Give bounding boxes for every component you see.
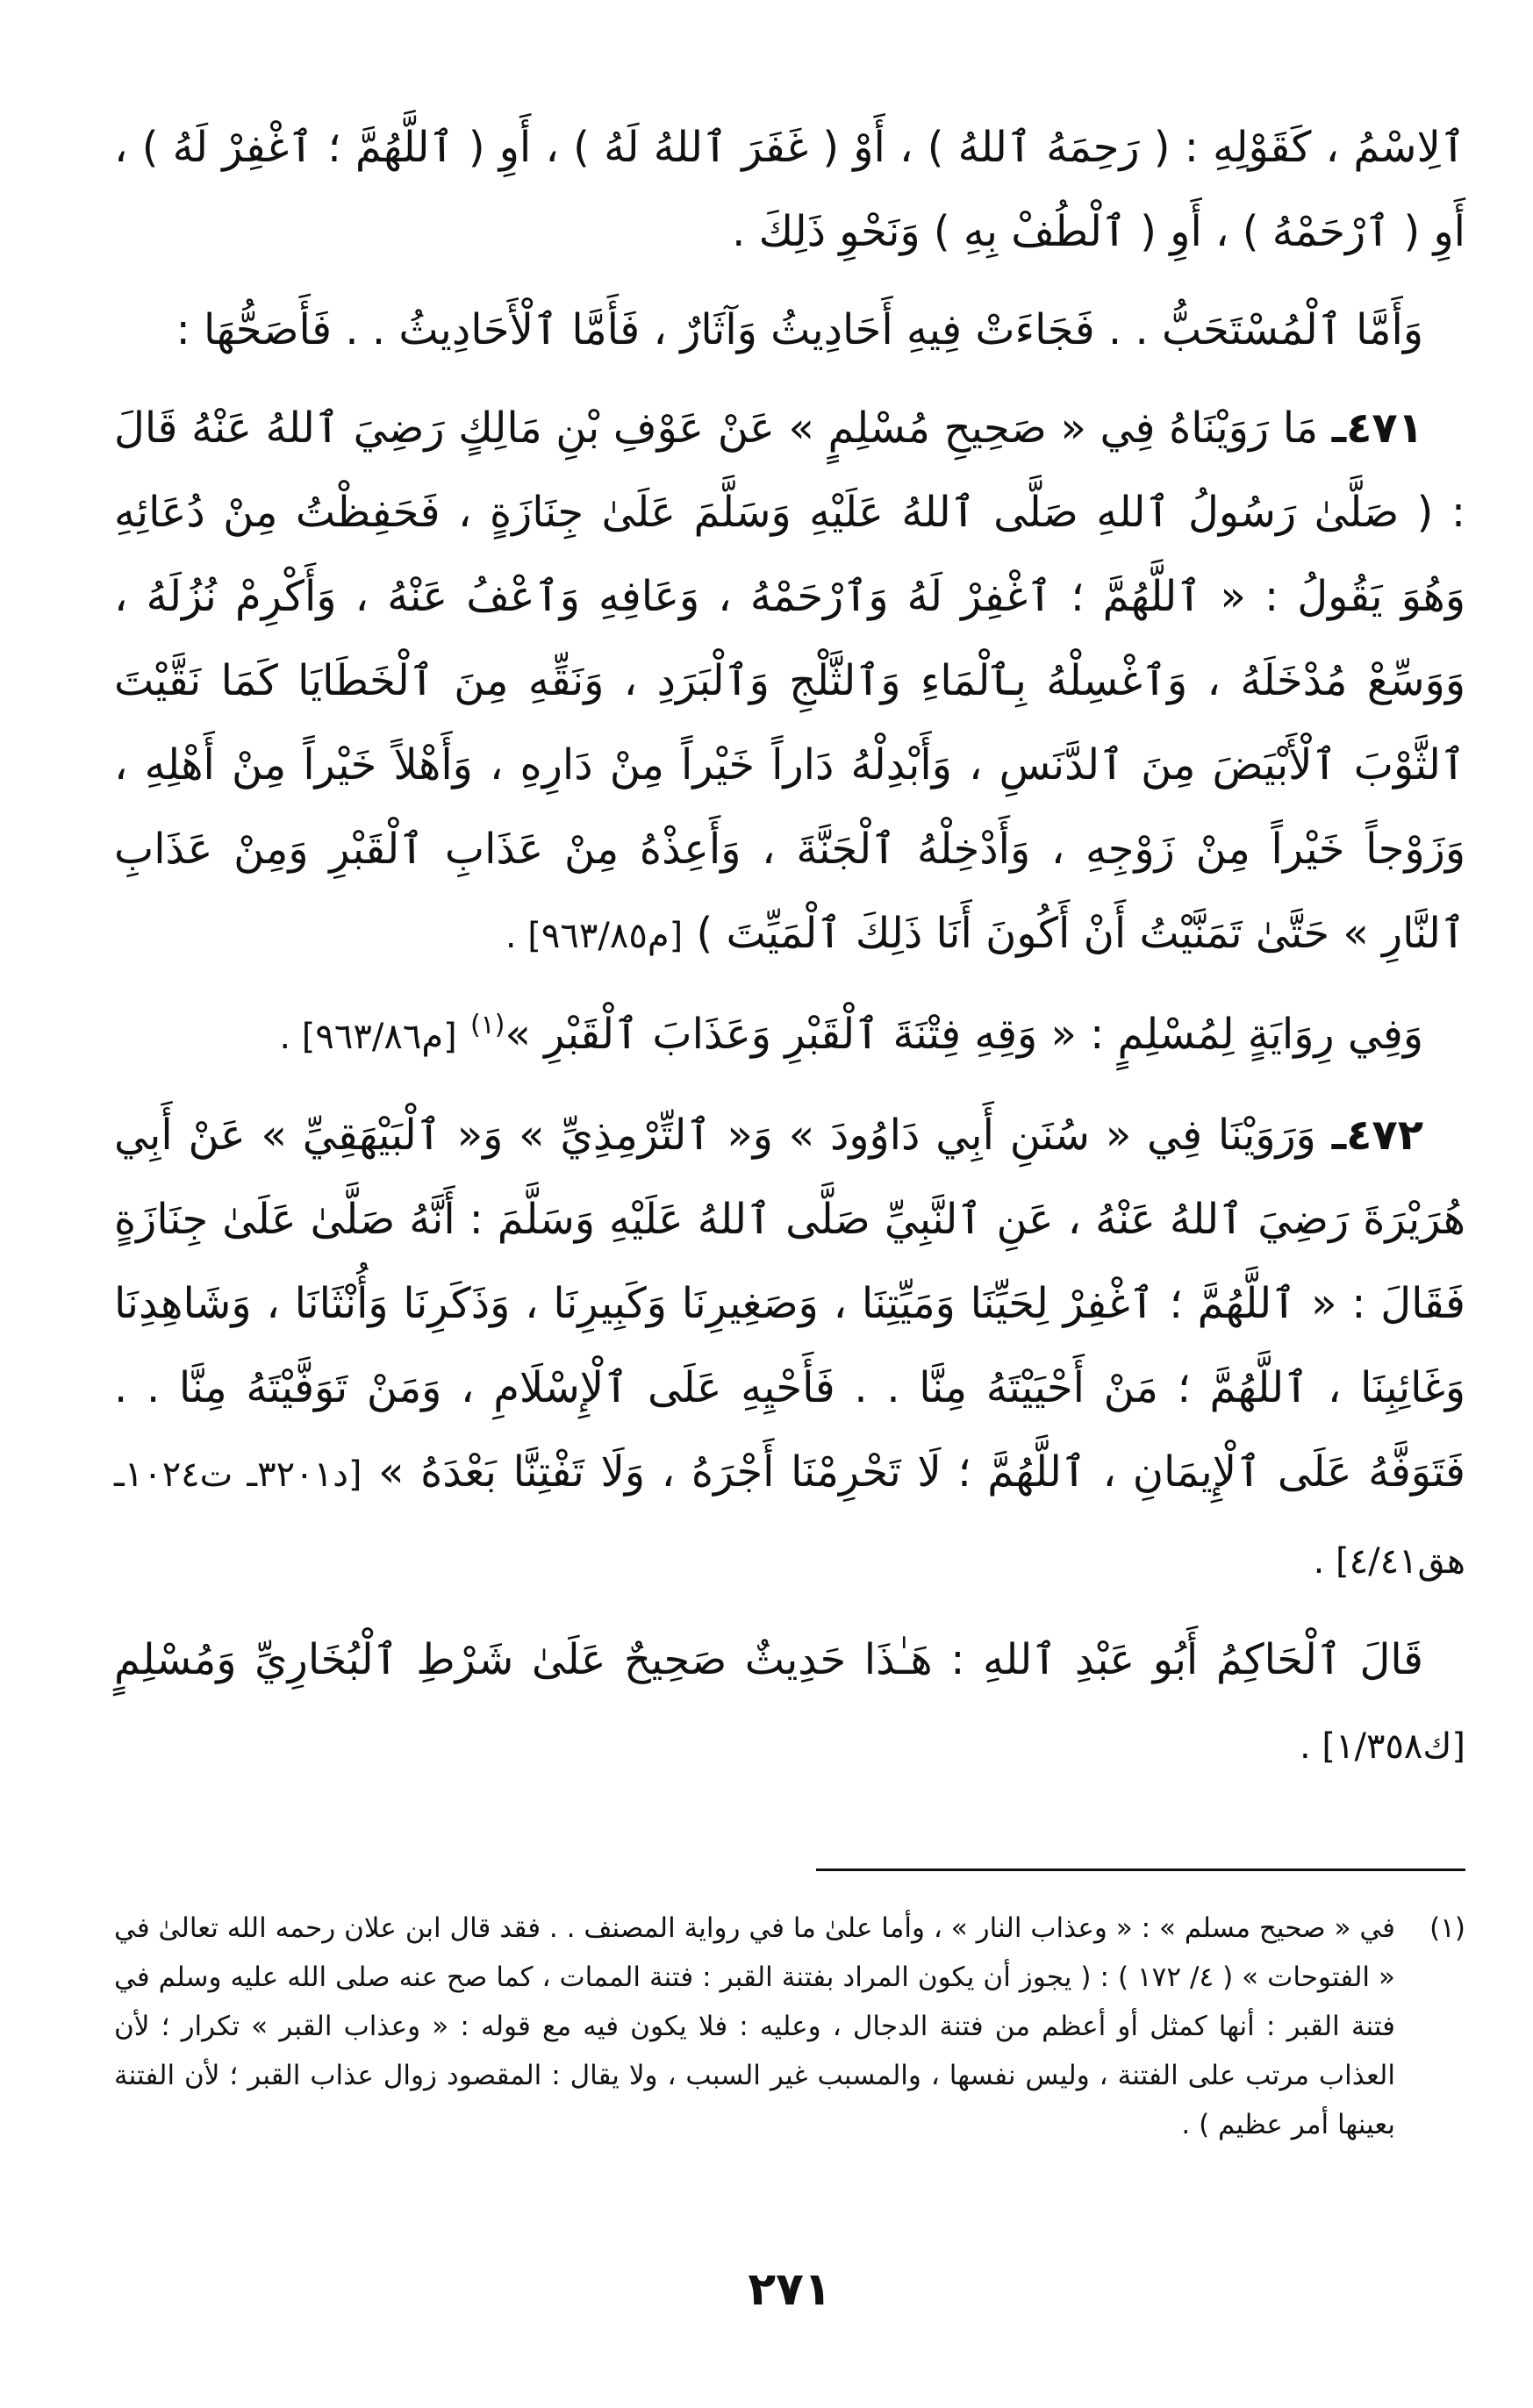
book-page — [114, 105, 1465, 2351]
paragraph-muslim-narration-text: وَفِي رِوَايَةٍ لِمُسْلِمٍ : « وَقِهِ فِتْنَةَ ٱلْقَبْرِ وَعَذَابَ ٱلْقَبْرِ » — [505, 1010, 1423, 1059]
footnote-divider — [816, 1869, 1465, 1871]
paragraph-muslim-narration-reference: [م٩٦٣/٨٦] . — [279, 1017, 457, 1057]
paragraph-hakim-reference: [ك١/٣٥٨] . — [1299, 1726, 1465, 1767]
hadith-471-reference: [م٩٦٣/٨٥] . — [505, 916, 684, 956]
paragraph-hakim — [114, 1618, 1465, 1789]
main-text — [114, 105, 1465, 1789]
page-number: ٢٧١ — [748, 2263, 832, 2316]
footnote-1-text: في « صحيح مسلم » : « وعذاب النار » ، وأما علىٰ ما في رواية المصنف . . فقد قال ابن علان رحمه الله تعالىٰ في « الفتوحات » ( ٤/ ١٧٢ ) : ( يجوز أن يكون المراد بفتنة القبر : فتنة الممات ، كما صح عنه صلى الله عليه وسلم في فتنة القبر : أنها كمثل أو أعظم من فتنة الدجال ، وعليه : فلا يكون فيه مع قوله : « وعذاب القبر » تكرار ؛ لأن العذاب مرتب على الفتنة ، وليس نفسها ، والمسبب غير السبب ، ولا يقال : المقصود زوال عذاب القبر ؛ لأن الفتنة بعينها أمر عظيم ) . — [114, 1912, 1395, 2140]
hadith-472-number: ٤٧٢ـ — [1331, 1111, 1423, 1160]
hadith-472 — [114, 1093, 1465, 1604]
footnote-1 — [114, 1904, 1465, 2149]
paragraph-2 — [114, 288, 1465, 372]
paragraph-muslim-narration — [114, 992, 1465, 1079]
hadith-471-number: ٤٧١ـ — [1331, 404, 1423, 453]
paragraph-hakim-text: قَالَ ٱلْحَاكِمُ أَبُو عَبْدِ ٱللهِ : هَـٰذَا حَدِيثٌ صَحِيحٌ عَلَىٰ شَرْطِ ٱلْبُخَارِيِّ وَمُسْلِمٍ — [114, 1635, 1423, 1684]
paragraph-1-text: ٱلِاسْمُ ، كَقَوْلِهِ : ( رَحِمَهُ ٱللهُ ) ، أَوْ ( غَفَرَ ٱللهُ لَهُ ) ، أَوِ ( ٱللَّهُمَّ ؛ ٱغْفِرْ لَهُ ) ، أَوِ ( ٱرْحَمْهُ ) ، أَوِ ( ٱلْطُفْ بِهِ ) وَنَحْوِ ذَلِكَ . — [114, 123, 1465, 256]
footnote-1-marker: (١) — [1429, 1912, 1465, 1944]
hadith-471-text: مَا رَوَيْنَاهُ فِي « صَحِيحِ مُسْلِمٍ » عَنْ عَوْفِ بْنِ مَالِكٍ رَضِيَ ٱللهُ عَنْهُ قَالَ : ( صَلَّىٰ رَسُولُ ٱللهِ صَلَّى ٱللهُ عَلَيْهِ وَسَلَّمَ عَلَىٰ جِنَازَةٍ ، فَحَفِظْتُ مِنْ دُعَائِهِ وَهُوَ يَقُولُ : « ٱللَّهُمَّ ؛ ٱغْفِرْ لَهُ وَٱرْحَمْهُ ، وَعَافِهِ وَٱعْفُ عَنْهُ ، وَأَكْرِمْ نُزُلَهُ ، وَوَسِّعْ مُدْخَلَهُ ، وَٱغْسِلْهُ بِٱلْمَاءِ وَٱلثَّلْجِ وَٱلْبَرَدِ ، وَنَقِّهِ مِنَ ٱلْخَطَايَا كَمَا نَقَّيْتَ ٱلثَّوْبَ ٱلْأَبْيَضَ مِنَ ٱلدَّنَسِ ، وَأَبْدِلْهُ دَاراً خَيْراً مِنْ دَارِهِ ، وَأَهْلاً خَيْراً مِنْ أَهْلِهِ ، وَزَوْجاً خَيْراً مِنْ زَوْجِهِ ، وَأَدْخِلْهُ ٱلْجَنَّةَ ، وَأَعِذْهُ مِنْ عَذَابِ ٱلْقَبْرِ وَمِنْ عَذَابِ ٱلنَّارِ » حَتَّىٰ تَمَنَّيْتُ أَنْ أَكُونَ أَنَا ذَلِكَ ٱلْمَيِّتَ ) — [114, 404, 1465, 958]
paragraph-1 — [114, 105, 1465, 274]
hadith-471 — [114, 386, 1465, 978]
footnote-reference-marker[interactable]: (١) — [469, 1010, 505, 1040]
hadith-472-text: وَرَوَيْنَا فِي « سُنَنِ أَبِي دَاوُودَ » وَ« ٱلتِّرْمِذِيِّ » وَ« ٱلْبَيْهَقِيِّ » عَنْ أَبِي هُرَيْرَةَ رَضِيَ ٱللهُ عَنْهُ ، عَنِ ٱلنَّبِيِّ صَلَّى ٱللهُ عَلَيْهِ وَسَلَّمَ : أَنَّهُ صَلَّىٰ عَلَىٰ جِنَازَةٍ فَقَالَ : « ٱللَّهُمَّ ؛ ٱغْفِرْ لِحَيِّنَا وَمَيِّتِنَا ، وَصَغِيرِنَا وَكَبِيرِنَا ، وَذَكَرِنَا وَأُنْثَانَا ، وَشَاهِدِنَا وَغَائِبِنَا ، ٱللَّهُمَّ ؛ مَنْ أَحْيَيْتَهُ مِنَّا . . فَأَحْيِهِ عَلَى ٱلْإِسْلَامِ ، وَمَنْ تَوَفَّيْتَهُ مِنَّا . . فَتَوَفَّهُ عَلَى ٱلْإِيمَانِ ، ٱللَّهُمَّ ؛ لَا تَحْرِمْنَا أَجْرَهُ ، وَلَا تَفْتِنَّا بَعْدَهُ » — [114, 1111, 1465, 1497]
paragraph-2-text: وَأَمَّا ٱلْمُسْتَحَبُّ . . فَجَاءَتْ فِيهِ أَحَادِيثُ وَآثَارٌ ، فَأَمَّا ٱلْأَحَادِيثُ . . فَأَصَحُّهَا : — [176, 305, 1423, 354]
footnotes-section — [114, 1904, 1465, 2149]
hadith-472-reference: [د٣٢٠١ـ ت١٠٢٤ـ هق٤/٤١] . — [114, 1454, 1465, 1582]
